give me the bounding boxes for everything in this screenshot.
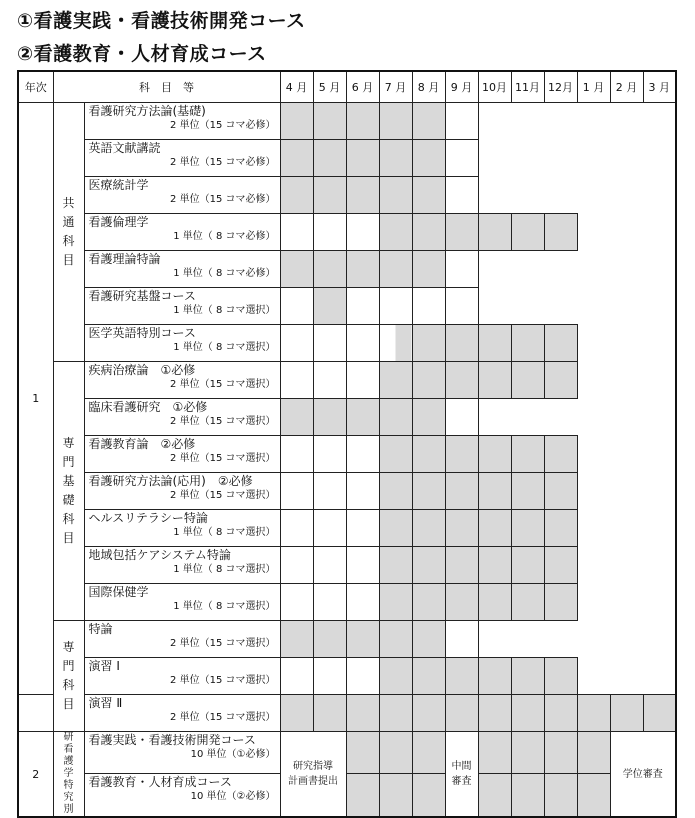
table-row <box>18 362 676 399</box>
month-cell <box>280 621 313 658</box>
month-cell <box>544 658 577 695</box>
subject-credit: 2 単位（15 コマ必修） <box>170 120 276 131</box>
month-cell <box>280 510 313 547</box>
month-cell <box>610 695 643 732</box>
category-char: 基 <box>62 474 75 488</box>
table-row <box>18 658 676 695</box>
month-cell <box>412 732 445 774</box>
note-line: 研究指導 <box>293 761 333 772</box>
category-char: 門 <box>62 455 75 469</box>
month-cell <box>511 774 544 817</box>
month-cell <box>478 214 511 251</box>
table-row <box>18 473 676 510</box>
subject-name: 看護実践・看護技術開発コース <box>88 733 256 747</box>
month-cell <box>379 473 412 510</box>
month-cell <box>445 510 478 547</box>
month-cell <box>577 774 610 817</box>
subject-cell <box>84 399 280 436</box>
subject-cell <box>84 177 280 214</box>
month-cell <box>511 436 544 473</box>
month-header: 5 月 <box>313 71 346 103</box>
month-cell <box>511 325 544 362</box>
month-cell <box>313 362 346 399</box>
month-cell <box>313 399 346 436</box>
month-cell <box>478 325 511 362</box>
month-header: 10月 <box>478 71 511 103</box>
category-char: 学 <box>63 768 74 779</box>
month-cell <box>544 473 577 510</box>
subject-cell <box>84 325 280 362</box>
subject-credit: 2 単位（15 コマ選択） <box>170 490 276 501</box>
month-cell <box>346 510 379 547</box>
category-char: 研 <box>63 732 74 743</box>
category-char: 別 <box>63 804 74 815</box>
subject-name: 英語文献講読 <box>88 141 161 155</box>
month-cell <box>478 732 511 774</box>
month-cell <box>346 732 379 774</box>
month-cell <box>313 584 346 621</box>
note-line: 計画書提出 <box>288 776 338 787</box>
month-cell <box>280 399 313 436</box>
table-row <box>18 288 676 325</box>
month-cell <box>445 473 478 510</box>
month-cell <box>412 140 445 177</box>
month-cell <box>346 547 379 584</box>
subject-name: 地域包括ケアシステム特論 <box>88 548 231 562</box>
month-cell <box>280 658 313 695</box>
category-char: 専 <box>62 436 75 450</box>
subject-name: 特論 <box>88 622 113 636</box>
month-cell <box>544 214 577 251</box>
month-cell <box>313 288 346 325</box>
month-cell <box>544 732 577 774</box>
month-cell <box>445 251 478 288</box>
table-row <box>18 510 676 547</box>
month-cell <box>280 473 313 510</box>
subject-cell <box>84 547 280 584</box>
month-cell <box>313 140 346 177</box>
table-row <box>18 177 676 214</box>
month-cell <box>379 399 412 436</box>
month-cell <box>346 399 379 436</box>
month-cell <box>478 473 511 510</box>
subject-credit: 1 単位（ 8 コマ選択） <box>173 564 276 575</box>
month-cell <box>478 510 511 547</box>
subject-name: 看護教育論 ②必修 <box>88 437 196 451</box>
month-cell <box>544 584 577 621</box>
month-cell <box>445 399 478 436</box>
month-cell <box>280 288 313 325</box>
month-cell <box>313 473 346 510</box>
month-cell <box>412 584 445 621</box>
table-row <box>18 695 676 732</box>
category-char: 礎 <box>62 493 75 507</box>
table-row <box>18 584 676 621</box>
month-cell <box>412 510 445 547</box>
table-row <box>18 621 676 658</box>
month-cell <box>511 695 544 732</box>
subject-name: 演習 Ⅱ <box>88 696 123 710</box>
subject-credit: 2 単位（15 コマ選択） <box>170 453 276 464</box>
month-cell <box>577 732 610 774</box>
month-header: 11月 <box>511 71 544 103</box>
month-cell <box>280 547 313 584</box>
subject-name: 医学英語特別コース <box>88 326 196 340</box>
month-cell <box>445 362 478 399</box>
subject-cell <box>84 436 280 473</box>
month-cell <box>412 547 445 584</box>
category-char: 科 <box>62 512 75 526</box>
month-cell <box>280 325 313 362</box>
month-cell <box>379 658 412 695</box>
subject-cell <box>84 214 280 251</box>
month-cell <box>445 584 478 621</box>
year-1: 1 <box>18 103 53 695</box>
table-row <box>18 732 676 774</box>
month-cell <box>478 695 511 732</box>
year-2: 2 <box>18 732 53 818</box>
month-cell <box>313 103 346 140</box>
course-heading-2: ②看護教育・人材育成コース <box>17 43 267 65</box>
month-cell <box>544 695 577 732</box>
month-cell <box>379 214 412 251</box>
subject-name: 看護研究基盤コース <box>88 289 196 303</box>
subject-credit: 1 単位（ 8 コマ選択） <box>173 342 276 353</box>
month-cell <box>346 695 379 732</box>
category-char: 目 <box>62 697 75 711</box>
category-char: 護 <box>63 756 74 767</box>
month-cell <box>313 436 346 473</box>
month-cell <box>313 251 346 288</box>
month-cell <box>643 695 676 732</box>
schedule-table <box>17 70 677 818</box>
month-cell <box>544 774 577 817</box>
month-cell <box>412 399 445 436</box>
month-cell <box>445 288 478 325</box>
subject-credit: 1 単位（ 8 コマ必修） <box>173 268 276 279</box>
category-basic <box>53 362 84 621</box>
month-cell <box>346 325 379 362</box>
month-cell <box>412 621 445 658</box>
category-specialized <box>53 621 84 732</box>
month-cell <box>412 251 445 288</box>
month-cell <box>280 214 313 251</box>
month-cell <box>379 547 412 584</box>
month-cell <box>379 510 412 547</box>
table-row <box>18 547 676 584</box>
month-cell <box>412 288 445 325</box>
month-cell <box>511 510 544 547</box>
month-cell <box>346 214 379 251</box>
month-cell <box>346 774 379 817</box>
month-cell <box>313 658 346 695</box>
subject-name: 看護研究方法論(応用) ②必修 <box>88 474 253 488</box>
month-cell <box>511 214 544 251</box>
subject-cell <box>84 658 280 695</box>
month-cell <box>379 140 412 177</box>
month-cell <box>577 695 610 732</box>
month-cell <box>511 547 544 584</box>
month-cell <box>412 177 445 214</box>
month-cell <box>478 547 511 584</box>
month-cell <box>280 436 313 473</box>
month-cell <box>478 436 511 473</box>
month-cell <box>478 362 511 399</box>
subject-name: 看護研究方法論(基礎) <box>88 104 206 118</box>
month-header: 1 月 <box>577 71 610 103</box>
subject-name: 看護倫理学 <box>88 215 149 229</box>
month-header: 8 月 <box>412 71 445 103</box>
month-header: 12月 <box>544 71 577 103</box>
subject-cell <box>84 140 280 177</box>
category-char: 科 <box>62 678 75 692</box>
month-cell <box>379 362 412 399</box>
subject-credit: 1 単位（ 8 コマ選択） <box>173 527 276 538</box>
category-char: 目 <box>62 531 75 545</box>
month-cell <box>280 362 313 399</box>
subject-cell <box>84 584 280 621</box>
month-cell <box>478 584 511 621</box>
month-cell <box>412 774 445 817</box>
month-cell <box>445 547 478 584</box>
month-cell <box>445 695 478 732</box>
month-cell <box>313 547 346 584</box>
category-char: 門 <box>62 659 75 673</box>
month-cell <box>379 288 412 325</box>
month-cell <box>445 140 478 177</box>
subject-credit: 2 単位（15 コマ選択） <box>170 712 276 723</box>
month-cell <box>280 140 313 177</box>
subject-name: 国際保健学 <box>88 585 149 599</box>
month-cell <box>445 214 478 251</box>
month-cell <box>379 325 412 362</box>
month-header: 9 月 <box>445 71 478 103</box>
subject-credit: 2 単位（15 コマ選択） <box>170 416 276 427</box>
month-cell <box>412 658 445 695</box>
month-cell <box>412 473 445 510</box>
subject-cell <box>84 103 280 140</box>
subject-credit: 1 単位（ 8 コマ必修） <box>173 231 276 242</box>
month-cell <box>346 362 379 399</box>
month-cell <box>280 177 313 214</box>
month-cell <box>379 251 412 288</box>
month-cell <box>511 732 544 774</box>
month-header: 3 月 <box>643 71 676 103</box>
month-cell <box>280 251 313 288</box>
month-header: 2 月 <box>610 71 643 103</box>
subject-name: 看護理論特論 <box>88 252 161 266</box>
month-cell <box>280 695 313 732</box>
subject-credit: 2 単位（15 コマ必修） <box>170 157 276 168</box>
subject-credit: 1 単位（ 8 コマ選択） <box>173 305 276 316</box>
subject-cell <box>84 473 280 510</box>
table-row <box>18 251 676 288</box>
header-row <box>18 71 676 103</box>
month-header: 4 月 <box>280 71 313 103</box>
month-cell <box>346 103 379 140</box>
month-cell <box>313 621 346 658</box>
month-cell <box>445 658 478 695</box>
table-row <box>18 140 676 177</box>
month-cell <box>478 658 511 695</box>
month-cell <box>346 436 379 473</box>
subject-cell <box>84 621 280 658</box>
subject-credit: 2 単位（15 コマ選択） <box>170 379 276 390</box>
subject-cell <box>84 695 280 732</box>
month-cell <box>346 473 379 510</box>
subjects-header: 科 目 等 <box>53 71 280 103</box>
degree-review-note: 学位審査 <box>610 732 676 818</box>
month-cell <box>379 177 412 214</box>
month-cell <box>280 103 313 140</box>
month-cell <box>445 436 478 473</box>
month-cell <box>445 103 478 140</box>
month-header: 6 月 <box>346 71 379 103</box>
subject-cell <box>84 288 280 325</box>
table-row <box>18 774 676 817</box>
month-cell <box>412 214 445 251</box>
category-char: 究 <box>63 792 74 803</box>
month-cell <box>544 362 577 399</box>
month-cell <box>412 103 445 140</box>
month-cell <box>412 695 445 732</box>
subject-cell <box>84 251 280 288</box>
subject-cell <box>84 774 280 817</box>
table-row <box>18 399 676 436</box>
month-cell <box>412 436 445 473</box>
month-cell <box>544 547 577 584</box>
category-char: 特 <box>63 780 74 791</box>
month-cell <box>313 695 346 732</box>
month-cell <box>379 774 412 817</box>
subject-credit: 2 単位（15 コマ選択） <box>170 638 276 649</box>
month-cell <box>511 362 544 399</box>
subject-credit: 2 単位（15 コマ選択） <box>170 675 276 686</box>
month-cell <box>445 621 478 658</box>
course-heading-1: ①看護実践・看護技術開発コース <box>17 10 306 32</box>
month-cell <box>280 584 313 621</box>
table-row <box>18 214 676 251</box>
month-cell <box>445 177 478 214</box>
table-row <box>18 436 676 473</box>
month-cell <box>412 362 445 399</box>
category-char: 専 <box>62 640 75 654</box>
subject-credit: 10 単位（①必修） <box>190 749 276 760</box>
month-cell <box>379 695 412 732</box>
subject-cell <box>84 732 280 774</box>
month-cell <box>544 510 577 547</box>
month-cell <box>346 177 379 214</box>
category-char: 通 <box>62 215 75 229</box>
category-char: 共 <box>62 196 75 210</box>
subject-credit: 10 単位（②必修） <box>190 791 276 803</box>
month-cell <box>379 103 412 140</box>
subject-cell <box>84 362 280 399</box>
month-cell <box>511 658 544 695</box>
month-cell <box>313 510 346 547</box>
table-row <box>18 103 676 140</box>
research-plan-note <box>280 732 346 818</box>
month-cell <box>313 177 346 214</box>
category-common <box>53 103 84 362</box>
subject-name: 医療統計学 <box>88 178 149 192</box>
month-cell <box>478 774 511 817</box>
subject-name: 演習 Ⅰ <box>88 659 120 673</box>
subject-credit: 1 単位（ 8 コマ選択） <box>173 601 276 612</box>
month-cell <box>346 584 379 621</box>
month-header: 7 月 <box>379 71 412 103</box>
month-cell <box>412 325 445 362</box>
subject-credit: 2 単位（15 コマ必修） <box>170 194 276 205</box>
interim-review-note <box>445 732 478 818</box>
category-char: 目 <box>62 253 75 267</box>
subject-name: 看護教育・人材育成コース <box>88 775 232 790</box>
month-cell <box>511 473 544 510</box>
month-cell <box>544 325 577 362</box>
month-cell <box>379 732 412 774</box>
month-cell <box>313 325 346 362</box>
note-line: 審査 <box>451 776 472 787</box>
month-cell <box>511 584 544 621</box>
month-cell <box>379 584 412 621</box>
subject-name: ヘルスリテラシー特論 <box>88 511 208 525</box>
month-cell <box>346 621 379 658</box>
category-char: 科 <box>62 234 75 248</box>
month-cell <box>313 214 346 251</box>
year-2-upper <box>18 695 53 732</box>
month-cell <box>445 325 478 362</box>
table-row <box>18 325 676 362</box>
month-cell <box>379 436 412 473</box>
month-cell <box>346 658 379 695</box>
subject-cell <box>84 510 280 547</box>
category-special_research <box>53 732 84 818</box>
year-header: 年次 <box>18 71 53 103</box>
subject-name: 臨床看護研究 ①必修 <box>88 400 208 414</box>
month-cell <box>544 436 577 473</box>
category-char: 看 <box>63 744 74 755</box>
subject-name: 疾病治療論 ①必修 <box>88 363 196 377</box>
note-line: 中間 <box>451 761 472 772</box>
month-cell <box>379 621 412 658</box>
month-cell <box>346 288 379 325</box>
month-cell <box>346 140 379 177</box>
month-cell <box>346 251 379 288</box>
